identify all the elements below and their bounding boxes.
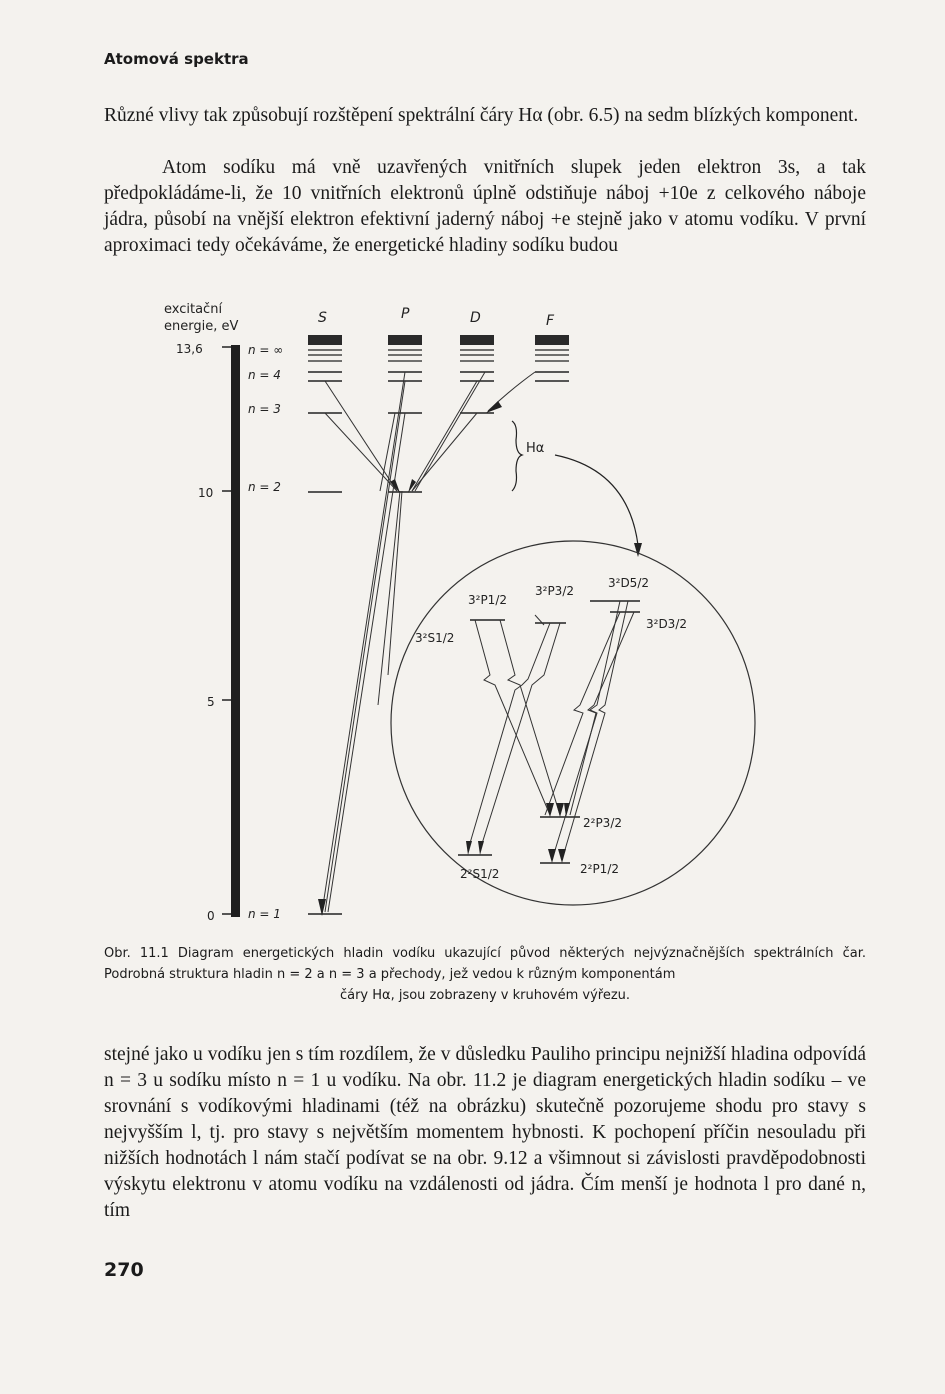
inset-label-3p-three: 3²P3/2 (535, 584, 574, 598)
callout-arrow (555, 455, 638, 545)
inset-label-2p-half: 2²P1/2 (580, 862, 619, 876)
level-label-1: n = 1 (248, 907, 281, 921)
page-number: 270 (104, 1259, 144, 1281)
level-label-4: n = 4 (248, 368, 281, 382)
inset-arrowheads (466, 803, 570, 863)
level-label-inf: n = ∞ (248, 343, 284, 357)
level-label-3: n = 3 (248, 402, 281, 416)
tick-label-10: 10 (198, 486, 214, 500)
column-d: D (470, 310, 481, 326)
inset-label-3d-three: 3²D3/2 (646, 617, 687, 631)
paragraph-1: Různé vlivy tak způsobují rozštěpení spektrální čáry Hα (obr. 6.5) na sedm blízkých komponent. (104, 105, 859, 126)
transition-arrowheads (318, 401, 502, 916)
paragraph-2: Atom sodíku má vně uzavřených vnitřních slupek jeden elektron 3s, a tak předpokládáme-li, že 10 vnitřních elektronů úplně odstiňuje náboj +10e z celkového náboje jádra, působí na vnější elektron efektivní jaderný náboj +e stejně jako v atomu vodíku. V první aproximaci tedy očekáváme, že energetické hladiny sodíku budou (104, 157, 866, 256)
inset-label-3s: 3²S1/2 (415, 631, 455, 645)
inset-label-2p-three: 2²P3/2 (583, 816, 622, 830)
column-s: S (318, 310, 327, 326)
h-alpha-label: Hα (526, 441, 545, 456)
column-f: F (546, 313, 555, 329)
caption-main: Obr. 11.1 Diagram energetických hladin vodíku ukazující původ některých nejvýznačnějších spektrálních čar. Podrobná struktura hladin n = 2 a n = 3 a přechody, jež vedou k různým komponentám (104, 946, 866, 982)
paragraph-3: stejné jako u vodíku jen s tím rozdílem, že v důsledku Pauliho principu nejnižší hladina odpovídá n = 3 u sodíku místo n = 1 u vodíku. Na obr. 11.2 je diagram energetických hladin sodíku – ve srovnání s vodíkovými hladinami (též na obrázku) skutečně pozorujeme shodu pro stavy s nejvyšším l, tj. pro stavy s největším momentem hybnosti. K pochopení příčin nesouladu při nižších hodnotách l nám stačí podívat se na obr. 9.12 a všimnout si závislosti pravděpodobnosti výskytu elektronu v atomu vodíku na vzdálenosti od jádra. Čím menší je hodnota l pro dané n, tím (104, 1044, 866, 1221)
callout-arrowhead (634, 543, 642, 557)
inset-label-3d-five: 3²D5/2 (608, 576, 649, 590)
energy-level-figure (150, 295, 760, 930)
caption-last-line: čáry Hα, jsou zobrazeny v kruhovém výřezu. (339, 988, 631, 1003)
h-alpha-brace (512, 421, 522, 491)
inset-label-3p-half: 3²P1/2 (468, 593, 507, 607)
axis-label-line2: energie, eV (164, 319, 239, 334)
tick-label-0: 0 (207, 909, 215, 923)
energy-level-diagram (150, 295, 760, 930)
series-limit-bands (308, 335, 569, 361)
tick-label-5: 5 (207, 695, 215, 709)
level-label-2: n = 2 (248, 480, 281, 494)
tick-label-13-6: 13,6 (176, 342, 203, 356)
running-head: Atomová spektra (104, 50, 249, 68)
figure-caption (104, 943, 866, 1006)
energy-axis-bar (231, 345, 240, 917)
axis-label-line1: excitační (164, 302, 223, 317)
inset-label-2s: 2²S1/2 (460, 867, 500, 881)
column-p: P (401, 306, 410, 322)
